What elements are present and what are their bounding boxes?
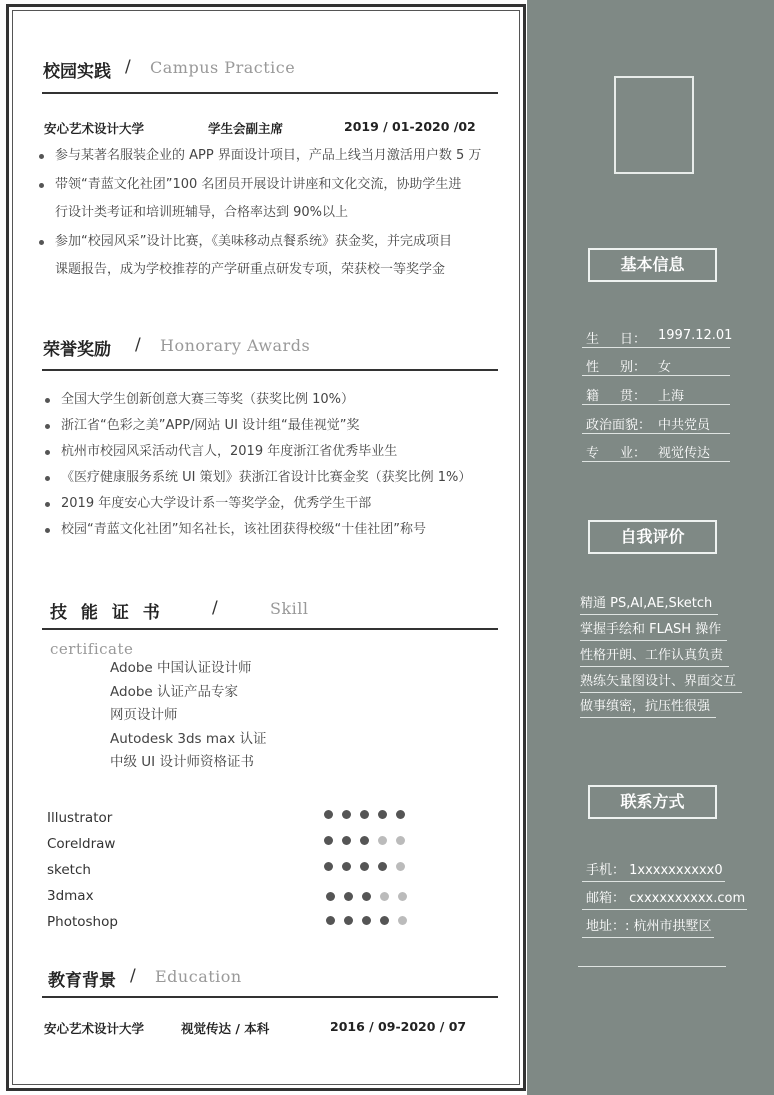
info-label-text: 政治面貌 <box>586 418 639 433</box>
info-row-birthday <box>582 328 733 348</box>
skill-dot-empty <box>398 892 407 901</box>
certificate-list <box>110 658 267 776</box>
skill-dot-filled <box>324 836 333 845</box>
certificate-item: Adobe 中国认证设计师 <box>110 660 252 676</box>
info-label-text: 籍 贯 <box>586 389 633 404</box>
award-text: 校园“青蓝文化社团”知名社长，该社团获得校级“十佳社团”称号 <box>61 522 426 537</box>
awards-section-divider <box>42 369 498 371</box>
certificate-item: 中级 UI 设计师资格证书 <box>110 754 254 770</box>
award-item <box>43 521 471 547</box>
education-title-slash: / <box>130 966 136 986</box>
skill-name: sketch <box>47 862 91 878</box>
education-period: 2016 / 09-2020 / 07 <box>330 1019 467 1034</box>
skill-dot-filled <box>360 810 369 819</box>
award-item <box>43 469 471 495</box>
campus-section-title: 校园实践 <box>43 62 111 82</box>
skills-section-title-en: Skill <box>270 599 309 618</box>
campus-bullet-list <box>37 147 481 289</box>
campus-bullet-text: 行设计类考证和培训班辅导，合格率达到 90%以上 <box>55 205 349 220</box>
contact-heading: 联系方式 <box>588 785 717 819</box>
self-evaluation-item: 熟练矢量图设计、界面交互 <box>580 673 742 693</box>
info-row-hometown <box>582 385 730 405</box>
contact-email: 邮箱： cxxxxxxxxxx.com <box>582 890 747 910</box>
skill-dot-filled <box>342 810 351 819</box>
skill-dot-filled <box>360 862 369 871</box>
skill-name: 3dmax <box>47 888 94 904</box>
skills-section-title: 技 能 证 书 <box>50 603 164 623</box>
skill-dot-filled <box>378 810 387 819</box>
education-school: 安心艺术设计大学 <box>44 1021 145 1036</box>
skill-name: Coreldraw <box>47 836 116 852</box>
info-label: 专 业 ： <box>586 442 646 461</box>
info-label: 生 日 ： <box>586 328 646 347</box>
self-evaluation-item: 性格开朗、工作认真负责 <box>580 647 729 667</box>
award-text: 2019 年度安心大学设计系一等奖学金，优秀学生干部 <box>61 496 372 511</box>
skill-level-dots <box>324 836 405 845</box>
awards-section-title: 荣誉奖励 <box>43 340 111 360</box>
award-text: 杭州市校园风采活动代言人，2019 年度浙江省优秀毕业生 <box>61 444 398 459</box>
skill-dot-filled <box>362 892 371 901</box>
awards-list <box>43 391 471 547</box>
skill-dot-empty <box>396 862 405 871</box>
skill-dot-filled <box>378 862 387 871</box>
info-label-text: 性 别 <box>586 360 633 375</box>
skill-dot-filled <box>380 916 389 925</box>
self-evaluation-item: 做事缜密，抗压性很强 <box>580 698 716 718</box>
certificate-item: Adobe 认证产品专家 <box>110 683 238 700</box>
award-item <box>43 495 471 521</box>
awards-section-title-en: Honorary Awards <box>160 336 311 355</box>
education-section-title-en: Education <box>155 967 242 986</box>
award-item <box>43 391 471 417</box>
skills-title-slash: / <box>212 598 218 618</box>
info-value: 1997.12.01 <box>658 328 733 343</box>
certificate-item: Autodesk 3ds max 认证 <box>110 730 267 747</box>
skill-dot-filled <box>324 810 333 819</box>
campus-bullet-text: 参与某著名服装企业的 APP 界面设计项目，产品上线当月激活用户数 5 万 <box>55 148 482 163</box>
skill-dot-filled <box>324 862 333 871</box>
campus-bullet-continuation <box>37 204 481 233</box>
info-value: 视觉传达 <box>658 446 711 461</box>
skill-dot-filled <box>344 892 353 901</box>
campus-bullet-text: 课题报告，成为学校推荐的产学研重点研发专项，荣获校一等奖学金 <box>55 262 446 277</box>
skills-section-divider <box>42 628 498 630</box>
award-item <box>43 417 471 443</box>
self-evaluation-heading: 自我评价 <box>588 520 717 554</box>
campus-bullet-item <box>37 147 481 176</box>
skill-dot-filled <box>362 916 371 925</box>
skill-level-dots <box>326 916 407 925</box>
awards-title-slash: / <box>135 335 141 355</box>
info-value: 女 <box>658 360 672 375</box>
campus-bullet-text: 带领“青蓝文化社团”100 名团员开展设计讲座和文化交流，协助学生进 <box>55 177 462 192</box>
skills-subtitle-en: certificate <box>50 640 134 658</box>
award-text: 《医疗健康服务系统 UI 策划》获浙江省设计比赛金奖（获奖比例 1%） <box>61 470 472 485</box>
info-label: 政治面貌： <box>586 418 652 433</box>
skill-name: Photoshop <box>47 914 118 930</box>
education-section-divider <box>42 996 498 998</box>
info-value: 上海 <box>658 389 685 404</box>
skill-dot-empty <box>396 836 405 845</box>
skill-name: Illustrator <box>47 810 113 826</box>
info-row-political <box>582 414 730 434</box>
contact-phone: 手机： 1xxxxxxxxxx0 <box>582 862 725 882</box>
campus-section-title-en: Campus Practice <box>150 58 296 77</box>
campus-bullet-item <box>37 176 481 204</box>
skill-level-dots <box>324 862 405 871</box>
skill-level-dots <box>326 892 407 901</box>
skill-dot-filled <box>360 836 369 845</box>
sidebar-bottom-divider <box>578 966 726 967</box>
self-evaluation-item: 掌握手绘和 FLASH 操作 <box>580 621 727 641</box>
info-row-gender <box>582 356 730 376</box>
campus-bullet-text: 参加“校园风采”设计比赛，《美味移动点餐系统》获金奖，并完成项目 <box>55 234 452 249</box>
education-major: 视觉传达 / 本科 <box>181 1021 270 1036</box>
info-label-text: 专 业 <box>586 446 633 461</box>
skill-dot-filled <box>342 862 351 871</box>
campus-title-slash: / <box>125 57 131 77</box>
certificate-item: 网页设计师 <box>110 707 178 723</box>
skill-dot-empty <box>378 836 387 845</box>
profile-photo-placeholder <box>614 76 694 174</box>
skill-level-dots <box>324 810 405 819</box>
skill-dot-empty <box>398 916 407 925</box>
skill-dot-empty <box>380 892 389 901</box>
award-text: 浙江省“色彩之美”APP/网站 UI 设计组“最佳视觉”奖 <box>61 418 360 433</box>
info-label-text: 生 日 <box>586 332 633 347</box>
award-item <box>43 443 471 469</box>
contact-address: 地址：: 杭州市拱墅区 <box>582 918 714 938</box>
basic-info-heading: 基本信息 <box>588 248 717 282</box>
campus-section-divider <box>42 92 498 94</box>
campus-school: 安心艺术设计大学 <box>44 121 145 136</box>
self-evaluation-item: 精通 PS,AI,AE,Sketch <box>580 595 718 615</box>
skill-dot-filled <box>326 916 335 925</box>
campus-period: 2019 / 01-2020 /02 <box>344 119 476 134</box>
award-text: 全国大学生创新创意大赛三等奖（获奖比例 10%） <box>61 392 355 407</box>
campus-bullet-item <box>37 233 481 261</box>
campus-role: 学生会副主席 <box>208 121 284 136</box>
info-label: 性 别 ： <box>586 356 646 375</box>
info-value: 中共党员 <box>658 418 711 433</box>
skill-dot-filled <box>342 836 351 845</box>
info-label: 籍 贯 ： <box>586 385 646 404</box>
education-section-title: 教育背景 <box>48 971 116 991</box>
campus-bullet-continuation <box>37 261 481 289</box>
info-row-major <box>582 442 730 462</box>
skill-dot-filled <box>326 892 335 901</box>
skill-dot-filled <box>344 916 353 925</box>
skill-dot-filled <box>396 810 405 819</box>
